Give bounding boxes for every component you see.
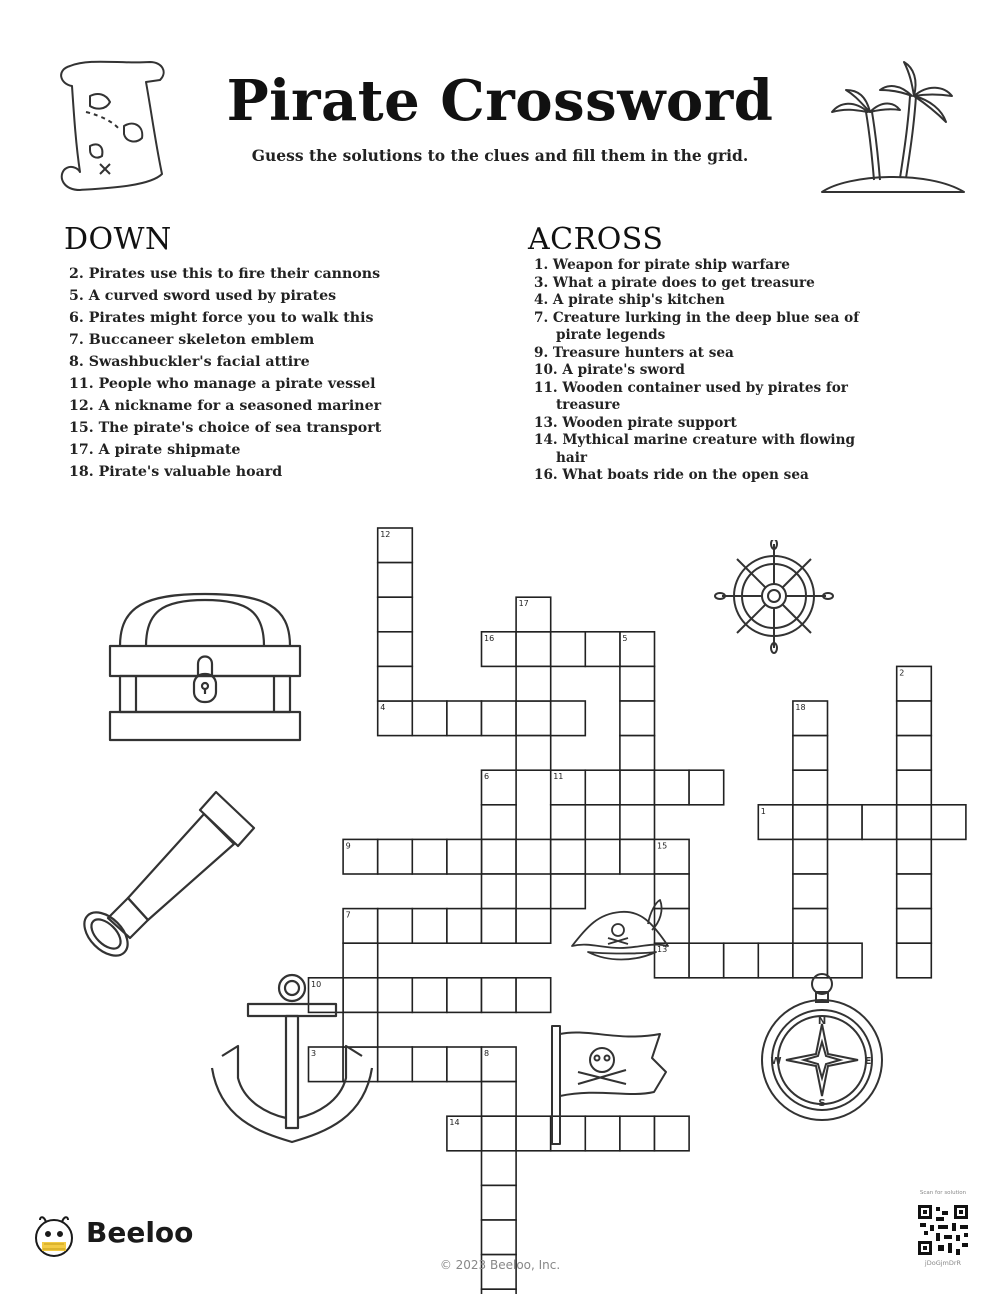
grid-cell[interactable]	[378, 978, 413, 1013]
grid-cell[interactable]	[828, 805, 863, 840]
grid-cell[interactable]	[516, 632, 551, 667]
down-clue: 5. A curved sword used by pirates	[69, 288, 337, 304]
grid-cell[interactable]	[378, 1047, 413, 1082]
grid-cell[interactable]	[516, 736, 551, 771]
grid-cell[interactable]	[897, 839, 932, 874]
grid-cell[interactable]	[862, 805, 897, 840]
grid-clue-number: 5	[622, 633, 628, 643]
across-clue-text: 10. A pirate's sword	[534, 362, 685, 378]
grid-cell[interactable]	[793, 770, 828, 805]
grid-clue-number: 13	[657, 945, 668, 955]
across-clue-text: 3. What a pirate does to get treasure	[534, 274, 815, 291]
grid-cell[interactable]	[516, 701, 551, 736]
compass-icon	[756, 970, 888, 1122]
grid-cell[interactable]	[447, 1047, 482, 1082]
across-clue-text: 14. Mythical marine creature with flowing	[534, 432, 855, 448]
grid-cell[interactable]	[412, 978, 447, 1013]
grid-cell[interactable]	[482, 1082, 517, 1117]
ship-wheel-icon	[712, 540, 836, 660]
down-clue: 8. Swashbuckler's facial attire	[69, 354, 310, 370]
grid-cell[interactable]	[655, 770, 690, 805]
down-clue: 2. Pirates use this to fire their cannons	[69, 266, 381, 282]
grid-cell[interactable]	[412, 1047, 447, 1082]
grid-cell[interactable]	[620, 839, 655, 874]
anchor-icon	[208, 972, 376, 1144]
grid-cell[interactable]	[412, 839, 447, 874]
grid-clue-number: 14	[449, 1118, 460, 1128]
down-clue: 7. Buccaneer skeleton emblem	[69, 332, 315, 348]
grid-cell[interactable]	[482, 839, 517, 874]
grid-cell[interactable]	[620, 701, 655, 736]
grid-cell[interactable]	[793, 874, 828, 909]
grid-cell[interactable]	[897, 943, 932, 978]
grid-cell[interactable]	[378, 666, 413, 701]
grid-cell[interactable]	[447, 909, 482, 944]
grid-cell[interactable]	[482, 1116, 517, 1151]
across-clue-continuation: pirate legends	[556, 327, 666, 343]
across-clue-text: 16. What boats ride on the open sea	[534, 467, 809, 483]
grid-cell[interactable]	[516, 839, 551, 874]
grid-cell[interactable]	[516, 1116, 551, 1151]
grid-clue-number: 4	[380, 703, 386, 712]
grid-cell[interactable]	[551, 839, 586, 874]
qr-label: Scan for solution	[919, 1190, 967, 1196]
grid-cell[interactable]	[689, 943, 724, 978]
treasure-chest-icon	[106, 590, 304, 744]
qr-code-text: jDoGjmDrR	[924, 1259, 962, 1267]
down-clue: 15. The pirate's choice of sea transport	[69, 420, 382, 436]
grid-clue-number: 2	[899, 668, 905, 678]
pirate-flag-icon	[548, 1022, 672, 1146]
down-clue: 12. A nickname for a seasoned mariner	[69, 398, 382, 414]
grid-clue-number: 7	[345, 910, 351, 920]
across-clue-continuation: hair	[556, 449, 588, 466]
grid-cell[interactable]	[620, 736, 655, 771]
grid-cell[interactable]	[412, 909, 447, 944]
compass-north: N	[817, 1016, 827, 1027]
grid-cell[interactable]	[516, 909, 551, 944]
grid-cell[interactable]	[585, 770, 620, 805]
grid-clue-number: 10	[311, 979, 322, 989]
grid-cell[interactable]	[378, 839, 413, 874]
grid-cell[interactable]	[551, 632, 586, 667]
grid-cell[interactable]	[482, 1151, 517, 1186]
grid-cell[interactable]	[793, 839, 828, 874]
grid-cell[interactable]	[447, 701, 482, 736]
grid-cell[interactable]	[378, 632, 413, 667]
down-clue: 6. Pirates might force you to walk this	[69, 310, 374, 326]
grid-clue-number: 8	[484, 1049, 490, 1058]
grid-cell[interactable]	[482, 805, 517, 840]
grid-cell[interactable]	[551, 701, 586, 736]
grid-cell[interactable]	[482, 909, 517, 944]
grid-cell[interactable]	[482, 1185, 517, 1220]
grid-cell[interactable]	[897, 874, 932, 909]
grid-clue-number: 18	[795, 703, 806, 712]
grid-cell[interactable]	[585, 839, 620, 874]
grid-clue-number: 6	[484, 772, 490, 782]
across-clue-text: 7. Creature lurking in the deep blue sea of	[534, 309, 860, 326]
down-clue: 17. A pirate shipmate	[69, 442, 241, 458]
grid-cell[interactable]	[378, 563, 413, 598]
grid-cell[interactable]	[412, 701, 447, 736]
grid-cell[interactable]	[897, 701, 932, 736]
grid-cell[interactable]	[551, 805, 586, 840]
across-clue-text: 13. Wooden pirate support	[534, 414, 737, 431]
grid-cell[interactable]	[897, 909, 932, 944]
grid-cell[interactable]	[793, 736, 828, 771]
grid-cell[interactable]	[897, 736, 932, 771]
grid-cell[interactable]	[482, 1220, 517, 1255]
across-clue-text: 4. A pirate ship's kitchen	[534, 292, 725, 308]
grid-cell[interactable]	[793, 909, 828, 944]
page-title: Pirate Crossword	[226, 68, 774, 134]
qr-code-icon[interactable]	[916, 1203, 970, 1257]
grid-clue-number: 12	[380, 530, 391, 539]
across-clue-continuation: treasure	[556, 397, 621, 413]
down-clue: 11. People who manage a pirate vessel	[69, 376, 376, 392]
grid-cell[interactable]	[585, 632, 620, 667]
grid-cell[interactable]	[620, 770, 655, 805]
grid-cell[interactable]	[620, 805, 655, 840]
copyright: © 2023 Beeloo, Inc.	[439, 1258, 561, 1272]
grid-clue-number: 15	[657, 841, 668, 851]
grid-cell[interactable]	[516, 666, 551, 701]
grid-clue-number: 16	[484, 633, 495, 643]
grid-cell[interactable]	[482, 1289, 517, 1294]
grid-clue-number: 17	[518, 599, 529, 609]
grid-cell[interactable]	[447, 839, 482, 874]
across-clue-text: 1. Weapon for pirate ship warfare	[534, 257, 790, 273]
across-clue-text: 11. Wooden container used by pirates for	[534, 379, 848, 396]
grid-cell[interactable]	[378, 909, 413, 944]
grid-cell[interactable]	[620, 666, 655, 701]
across-heading: ACROSS	[528, 222, 664, 257]
down-clue: 18. Pirate's valuable hoard	[69, 464, 283, 480]
grid-clue-number: 9	[345, 841, 351, 851]
across-clue-text: 9. Treasure hunters at sea	[534, 344, 734, 361]
grid-cell[interactable]	[724, 943, 759, 978]
page-subtitle: Guess the solutions to the clues and fill them in the grid.	[251, 146, 749, 165]
down-heading: DOWN	[64, 222, 172, 257]
grid-cell[interactable]	[482, 701, 517, 736]
grid-cell[interactable]	[897, 805, 932, 840]
compass-east: E	[864, 1056, 872, 1067]
grid-clue-number: 3	[311, 1049, 317, 1058]
beeloo-logo-icon	[32, 1214, 76, 1258]
grid-cell[interactable]	[793, 805, 828, 840]
compass-west: W	[770, 1056, 782, 1067]
grid-cell[interactable]	[482, 874, 517, 909]
grid-cell[interactable]	[516, 978, 551, 1013]
grid-cell[interactable]	[378, 597, 413, 632]
spyglass-icon	[78, 788, 260, 964]
grid-cell[interactable]	[447, 978, 482, 1013]
grid-cell[interactable]	[482, 978, 517, 1013]
pirate-hat-icon	[568, 896, 674, 966]
grid-cell[interactable]	[931, 805, 966, 840]
brand-name: Beeloo	[86, 1216, 194, 1249]
grid-clue-number: 1	[760, 806, 766, 816]
grid-clue-number: 11	[553, 772, 564, 782]
grid-cell[interactable]	[897, 770, 932, 805]
grid-cell[interactable]	[689, 770, 724, 805]
compass-south: S	[818, 1098, 826, 1109]
